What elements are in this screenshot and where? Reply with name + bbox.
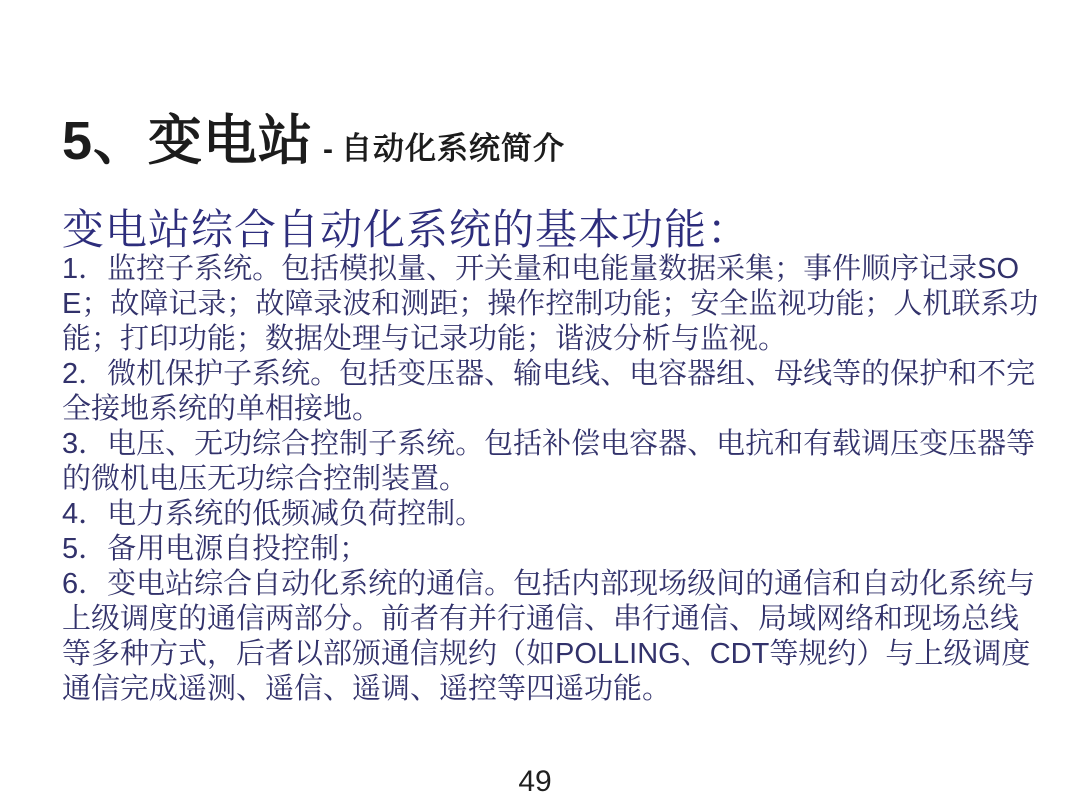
slide-title-subtitle: 自动化系统简介 — [341, 131, 566, 166]
slide-title-separator: - — [323, 133, 334, 166]
list-item-2: 2．微机保护子系统。包括变压器、输电线、电容器组、母线等的保护和不完全接地系统的单相接地。 — [62, 358, 1036, 425]
body-text-block — [62, 252, 1047, 707]
section-heading: 变电站综合自动化系统的基本功能： — [62, 206, 751, 253]
list-item-6: 6．变电站综合自动化系统的通信。包括内部现场级间的通信和自动化系统与上级调度的通信两部分。前者有并行通信、串行通信、局域网络和现场总线等多种方式，后者以部颁通信规约（如POLLING、CDT等规约）与上级调度通信完成遥测、遥信、遥调、遥控等四遥功能。 — [62, 568, 1036, 705]
list-item-3: 3．电压、无功综合控制子系统。包括补偿电容器、电抗和有载调压变压器等的微机电压无功综合控制装置。 — [62, 428, 1036, 495]
slide-title — [62, 98, 565, 175]
list-item-4: 4．电力系统的低频减负荷控制。 — [62, 498, 485, 530]
page-number: 49 — [518, 765, 552, 798]
list-item-1: 1．监控子系统。包括模拟量、开关量和电能量数据采集；事件顺序记录SOE；故障记录；故障录波和测距；操作控制功能；安全监视功能；人机联系功能；打印功能；数据处理与记录功能；谐波分析与监视。 — [62, 253, 1039, 355]
list-item-5: 5．备用电源自投控制； — [62, 533, 369, 565]
slide-title-main: 5、变电站 — [62, 111, 314, 171]
